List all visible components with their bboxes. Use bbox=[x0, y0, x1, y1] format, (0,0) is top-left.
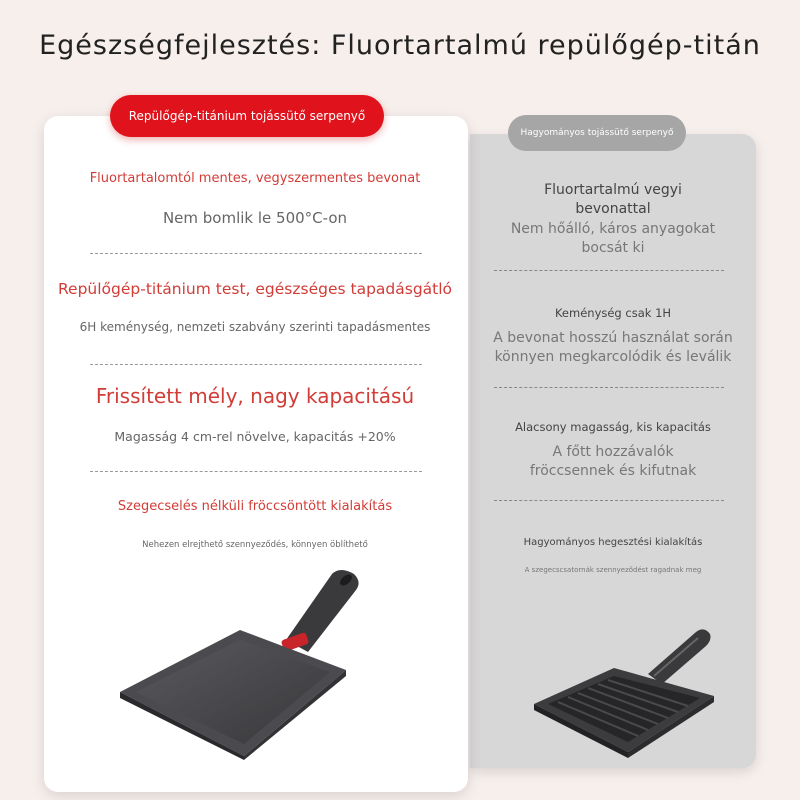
right-feature-4-desc: A szegecscsatornák szennyeződést ragadnak meg bbox=[524, 566, 702, 574]
right-feature-2-desc: A bevonat hosszú használat során könnyen megkarcolódik és leválik bbox=[493, 330, 733, 365]
right-feature-4-heading: Hagyományos hegesztési kialakítás bbox=[523, 537, 703, 548]
divider bbox=[90, 364, 422, 365]
grill-pan-image bbox=[528, 624, 728, 760]
traditional-pan-badge: Hagyományos tojássütő serpenyő bbox=[508, 115, 686, 151]
divider bbox=[494, 270, 724, 271]
left-feature-4-heading: Szegecselés nélküli fröccsöntött kialakítás bbox=[117, 499, 393, 514]
left-feature-4-desc: Nehezen elrejthető szennyeződés, könnyen öblíthető bbox=[142, 540, 368, 550]
divider bbox=[494, 387, 724, 388]
left-feature-3-heading: Frissített mély, nagy kapacitású bbox=[95, 384, 415, 408]
left-feature-2-heading: Repülőgép-titánium test, egészséges tapadásgátló bbox=[57, 280, 453, 298]
divider bbox=[90, 471, 422, 472]
divider bbox=[90, 253, 422, 254]
left-feature-1-desc: Nem bomlik le 500°C-on bbox=[162, 209, 348, 227]
right-feature-1-heading: Fluortartalmú vegyi bevonattal bbox=[544, 182, 682, 217]
square-pan-image bbox=[110, 560, 370, 760]
right-feature-1-desc: Nem hőálló, káros anyagokat bocsát ki bbox=[510, 221, 716, 256]
left-feature-1-heading: Fluortartalomtól mentes, vegyszermentes bevonat bbox=[89, 171, 421, 186]
left-feature-3-desc: Magasság 4 cm-rel növelve, kapacitás +20% bbox=[114, 429, 396, 444]
page-title: Egészségfejlesztés: Fluortartalmú repülőgép-titán bbox=[39, 30, 761, 61]
divider bbox=[494, 500, 724, 501]
right-feature-2-heading: Keménység csak 1H bbox=[554, 306, 672, 320]
right-feature-3-heading: Alacsony magasság, kis kapacitás bbox=[515, 420, 711, 434]
titanium-pan-badge: Repülőgép-titánium tojássütő serpenyő bbox=[110, 95, 384, 137]
left-feature-2-desc: 6H keménység, nemzeti szabvány szerinti tapadásmentes bbox=[79, 320, 431, 334]
right-feature-3-desc: A főtt hozzávalók fröccsennek és kifutnak bbox=[529, 444, 697, 479]
